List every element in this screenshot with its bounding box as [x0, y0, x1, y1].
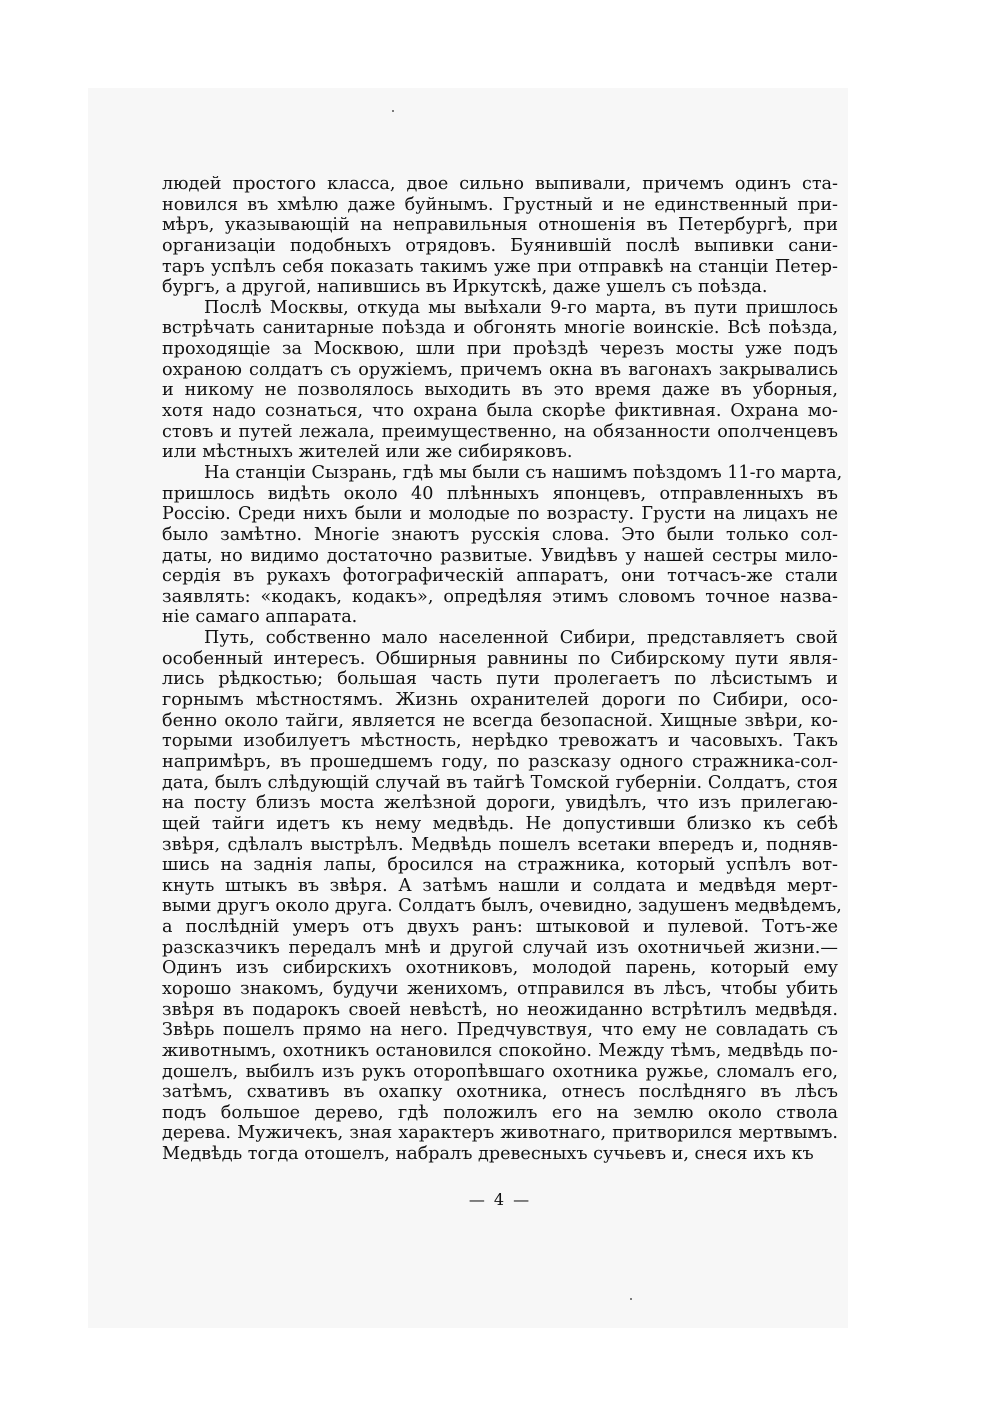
page-body-text: [162, 174, 843, 1165]
text-line: подъ большое дерево, гдѣ положилъ его на землю около ствола: [162, 1102, 838, 1123]
text-line: людей простого класса, двое сильно выпивали, причемъ одинъ ста-: [162, 174, 838, 194]
paragraph: [162, 298, 838, 463]
text-line: дошелъ, выбилъ изъ рукъ оторопѣвшаго охотника ружье, сломалъ его,: [162, 1061, 838, 1082]
text-line: проходящіе за Москвою, шли при проѣздѣ черезъ мосты уже подъ: [162, 339, 838, 360]
page-number: — 4 —: [468, 1190, 532, 1209]
text-line: даты, но видимо достаточно развитые. Увидѣвъ у нашей сестры мило-: [162, 545, 838, 566]
text-line: пришлось видѣть около 40 плѣнныхъ японцевъ, отправленныхъ въ: [162, 483, 838, 504]
text-line: На станціи Сызрань, гдѣ мы были съ нашимъ поѣздомъ 11-го марта,: [204, 462, 843, 483]
text-line: Послѣ Москвы, откуда мы выѣхали 9-го марта, въ пути пришлось: [204, 297, 838, 318]
text-line: хотя надо сознаться, что охрана была скорѣе фиктивная. Охрана мо-: [162, 401, 838, 422]
text-line: выми другъ около друга. Солдатъ былъ, очевидно, задушенъ медвѣдемъ,: [162, 896, 842, 917]
text-line: дата, былъ слѣдующій случай въ тайгѣ Томской губерніи. Солдатъ, стоя: [162, 772, 838, 793]
text-line: на посту близъ моста желѣзной дороги, увидѣлъ, что изъ прилегаю-: [162, 793, 838, 814]
scan-speck: [630, 1298, 632, 1300]
text-line: Одинъ изъ сибирскихъ охотниковъ, молодой парень, который ему: [162, 958, 838, 979]
text-line: Медвѣдь тогда отошелъ, набралъ древесныхъ сучьевъ и, снеся ихъ къ: [162, 1144, 814, 1165]
text-line: особенный интересъ. Обширныя равнины по Сибирскому пути явля-: [162, 648, 838, 669]
text-line: напримѣръ, въ прошедшемъ году, по разсказу одного стражника-сол-: [162, 751, 838, 772]
text-line: и никому не позволялось выходить въ это время даже въ уборныя,: [162, 380, 838, 401]
text-line: а послѣдній умеръ отъ двухъ ранъ: штыковой и пулевой. Тотъ-же: [162, 917, 838, 938]
text-line: шись на заднія лапы, бросился на стражника, который успѣлъ вот-: [162, 855, 838, 876]
text-line: мѣръ, указывающій на неправильныя отношенія въ Петербургѣ, при: [162, 215, 838, 236]
text-line: таръ успѣлъ себя показать такимъ уже при отправкѣ на станціи Петер-: [162, 256, 838, 277]
text-line: животнымъ, охотникъ остановился спокойно. Между тѣмъ, медвѣдь по-: [162, 1040, 838, 1061]
text-line: щей тайги идетъ къ нему медвѣдь. Не допустивши близко къ себѣ: [162, 813, 838, 834]
paragraph: [162, 628, 842, 1165]
text-line: звѣря, сдѣлалъ выстрѣлъ. Медвѣдь пошелъ всетаки впередъ и, подняв-: [162, 834, 838, 855]
text-line: ніе самаго аппарата.: [162, 607, 358, 628]
text-line: разсказчикъ передалъ мнѣ и другой случай изъ охотничьей жизни.—: [162, 937, 838, 958]
text-line: горнымъ мѣстностямъ. Жизнь охранителей дороги по Сибири, осо-: [162, 690, 838, 711]
text-line: лись рѣдкостью; большая часть пути пролегаетъ по лѣсистымъ и: [162, 669, 838, 690]
text-line: было замѣтно. Многіе знаютъ русскія слова. Это были только сол-: [162, 524, 838, 545]
text-line: затѣмъ, схвативъ въ охапку охотника, отнесъ послѣдняго въ лѣсъ: [162, 1082, 838, 1103]
text-line: Звѣрь пошелъ прямо на него. Предчувствуя, что ему не совладать съ: [162, 1020, 838, 1041]
text-line: кнуть штыкъ въ звѣря. А затѣмъ нашли и солдата и медвѣдя мерт-: [162, 875, 838, 896]
text-line: или мѣстныхъ жителей или же сибиряковъ.: [162, 442, 573, 463]
text-line: встрѣчать санитарные поѣзда и обгонять многіе воинскіе. Всѣ поѣзда,: [162, 318, 838, 339]
paragraph: [162, 462, 843, 628]
text-line: организаціи подобныхъ отрядовъ. Буянившій послѣ выпивки сани-: [162, 235, 838, 256]
text-line: дерева. Мужичекъ, зная характеръ животнаго, притворился мертвымъ.: [162, 1123, 838, 1144]
text-line: Путь, собственно мало населенной Сибири, представляетъ свой: [204, 628, 838, 649]
text-line: новился въ хмѣлю даже буйнымъ. Грустный и не единственный при-: [162, 194, 838, 215]
text-line: торыми изобилуетъ мѣстность, нерѣдко тревожатъ и часовыхъ. Такъ: [162, 731, 838, 752]
text-line: охраною солдатъ съ оружіемъ, причемъ окна въ вагонахъ закрывались: [162, 359, 838, 380]
text-line: стовъ и путей лежала, преимущественно, на обязанности ополченцевъ: [162, 421, 838, 442]
text-line: заявлять: «кодакъ, кодакъ», опредѣляя этимъ словомъ точное назва-: [162, 586, 838, 607]
text-line: бенно около тайги, является не всегда безопасной. Хищные звѣри, ко-: [162, 710, 838, 731]
text-line: звѣря въ подарокъ своей невѣстѣ, но неожиданно встрѣтилъ медвѣдя.: [162, 999, 838, 1020]
text-line: Россію. Среди нихъ были и молодые по возрасту. Грусти на лицахъ не: [162, 504, 838, 525]
paragraph: [162, 174, 838, 298]
text-line: хорошо знакомъ, будучи женихомъ, отправился въ лѣсъ, чтобы убить: [162, 978, 838, 999]
text-line: бургъ, а другой, напившись въ Иркутскѣ, даже ушелъ съ поѣзда.: [162, 277, 768, 298]
scan-speck: [392, 110, 394, 112]
text-line: сердія въ рукахъ фотографическій аппаратъ, они тотчасъ-же стали: [162, 566, 838, 587]
